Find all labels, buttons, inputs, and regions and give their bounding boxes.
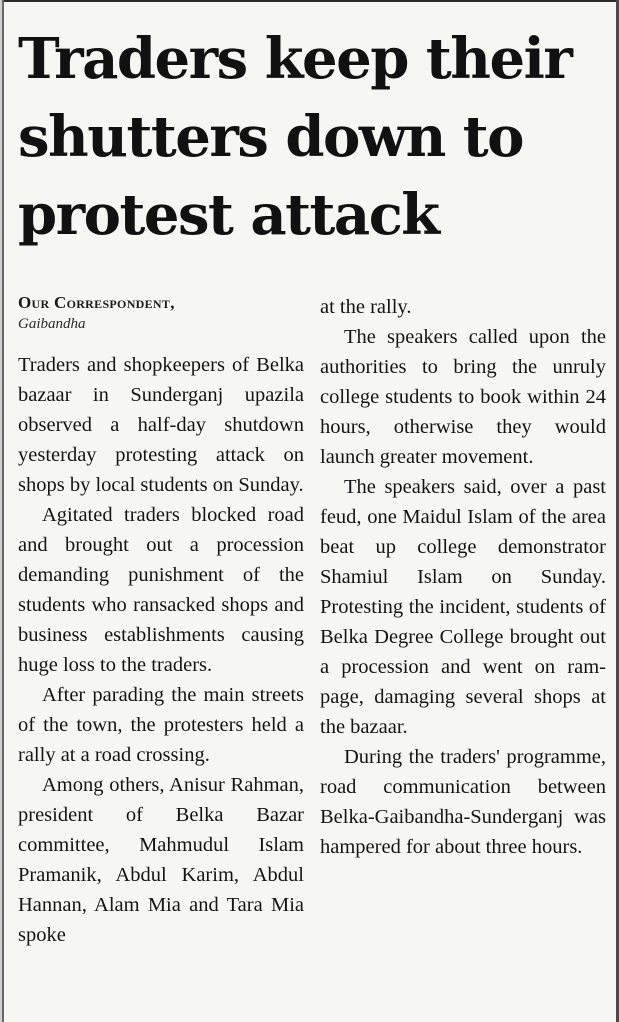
top-rule [0, 0, 619, 2]
left-column [18, 292, 304, 950]
headline-line: shutters down to [18, 104, 523, 170]
left-column-rule [0, 0, 4, 1022]
body-paragraph: The speakers said, over a past feud, one Maidul Islam of the area beat up college demonstrator Shamiul Islam on Sunday. Protesting the incident, students of Belka Degree College brought out a procession and went on rampage, damaging several shops at the bazaar. [320, 476, 606, 738]
body-paragraph: During the traders' programme, road communication between Belka-Gaibandha-Sunderganj was hampered for about three hours. [320, 746, 606, 858]
dateline: Gaibandha [18, 316, 86, 332]
body-paragraph: The speakers called upon the authorities to bring the unruly college students to book within 24 hours, otherwise they would launch greater movement. [320, 326, 606, 468]
body-paragraph: Agitated traders blocked road and brought out a procession demanding punishment of the students who ransacked shops and business establishments causing huge loss to the traders. [18, 504, 304, 676]
right-column [320, 292, 606, 862]
body-paragraph: Among others, Anisur Rahman, president of Belka Bazar committee, Mahmudul Islam Pramanik, Abdul Karim, Abdul Hannan, Alam Mia and Tara Mia spoke [18, 774, 304, 946]
body-paragraph: After parading the main streets of the town, the protesters held a rally at a road crossing. [18, 684, 304, 766]
headline-line: protest attack [18, 182, 439, 248]
headline [18, 20, 610, 254]
byline: Our Correspondent, [18, 293, 175, 312]
headline-line: Traders keep their [18, 26, 572, 92]
body-paragraph: Traders and shopkeepers of Belka bazaar in Sunderganj upazila observed a half-day shutdown yesterday protesting attack on shops by local students on Sunday. [18, 354, 304, 496]
body-paragraph-continuation: at the rally. [320, 296, 412, 318]
